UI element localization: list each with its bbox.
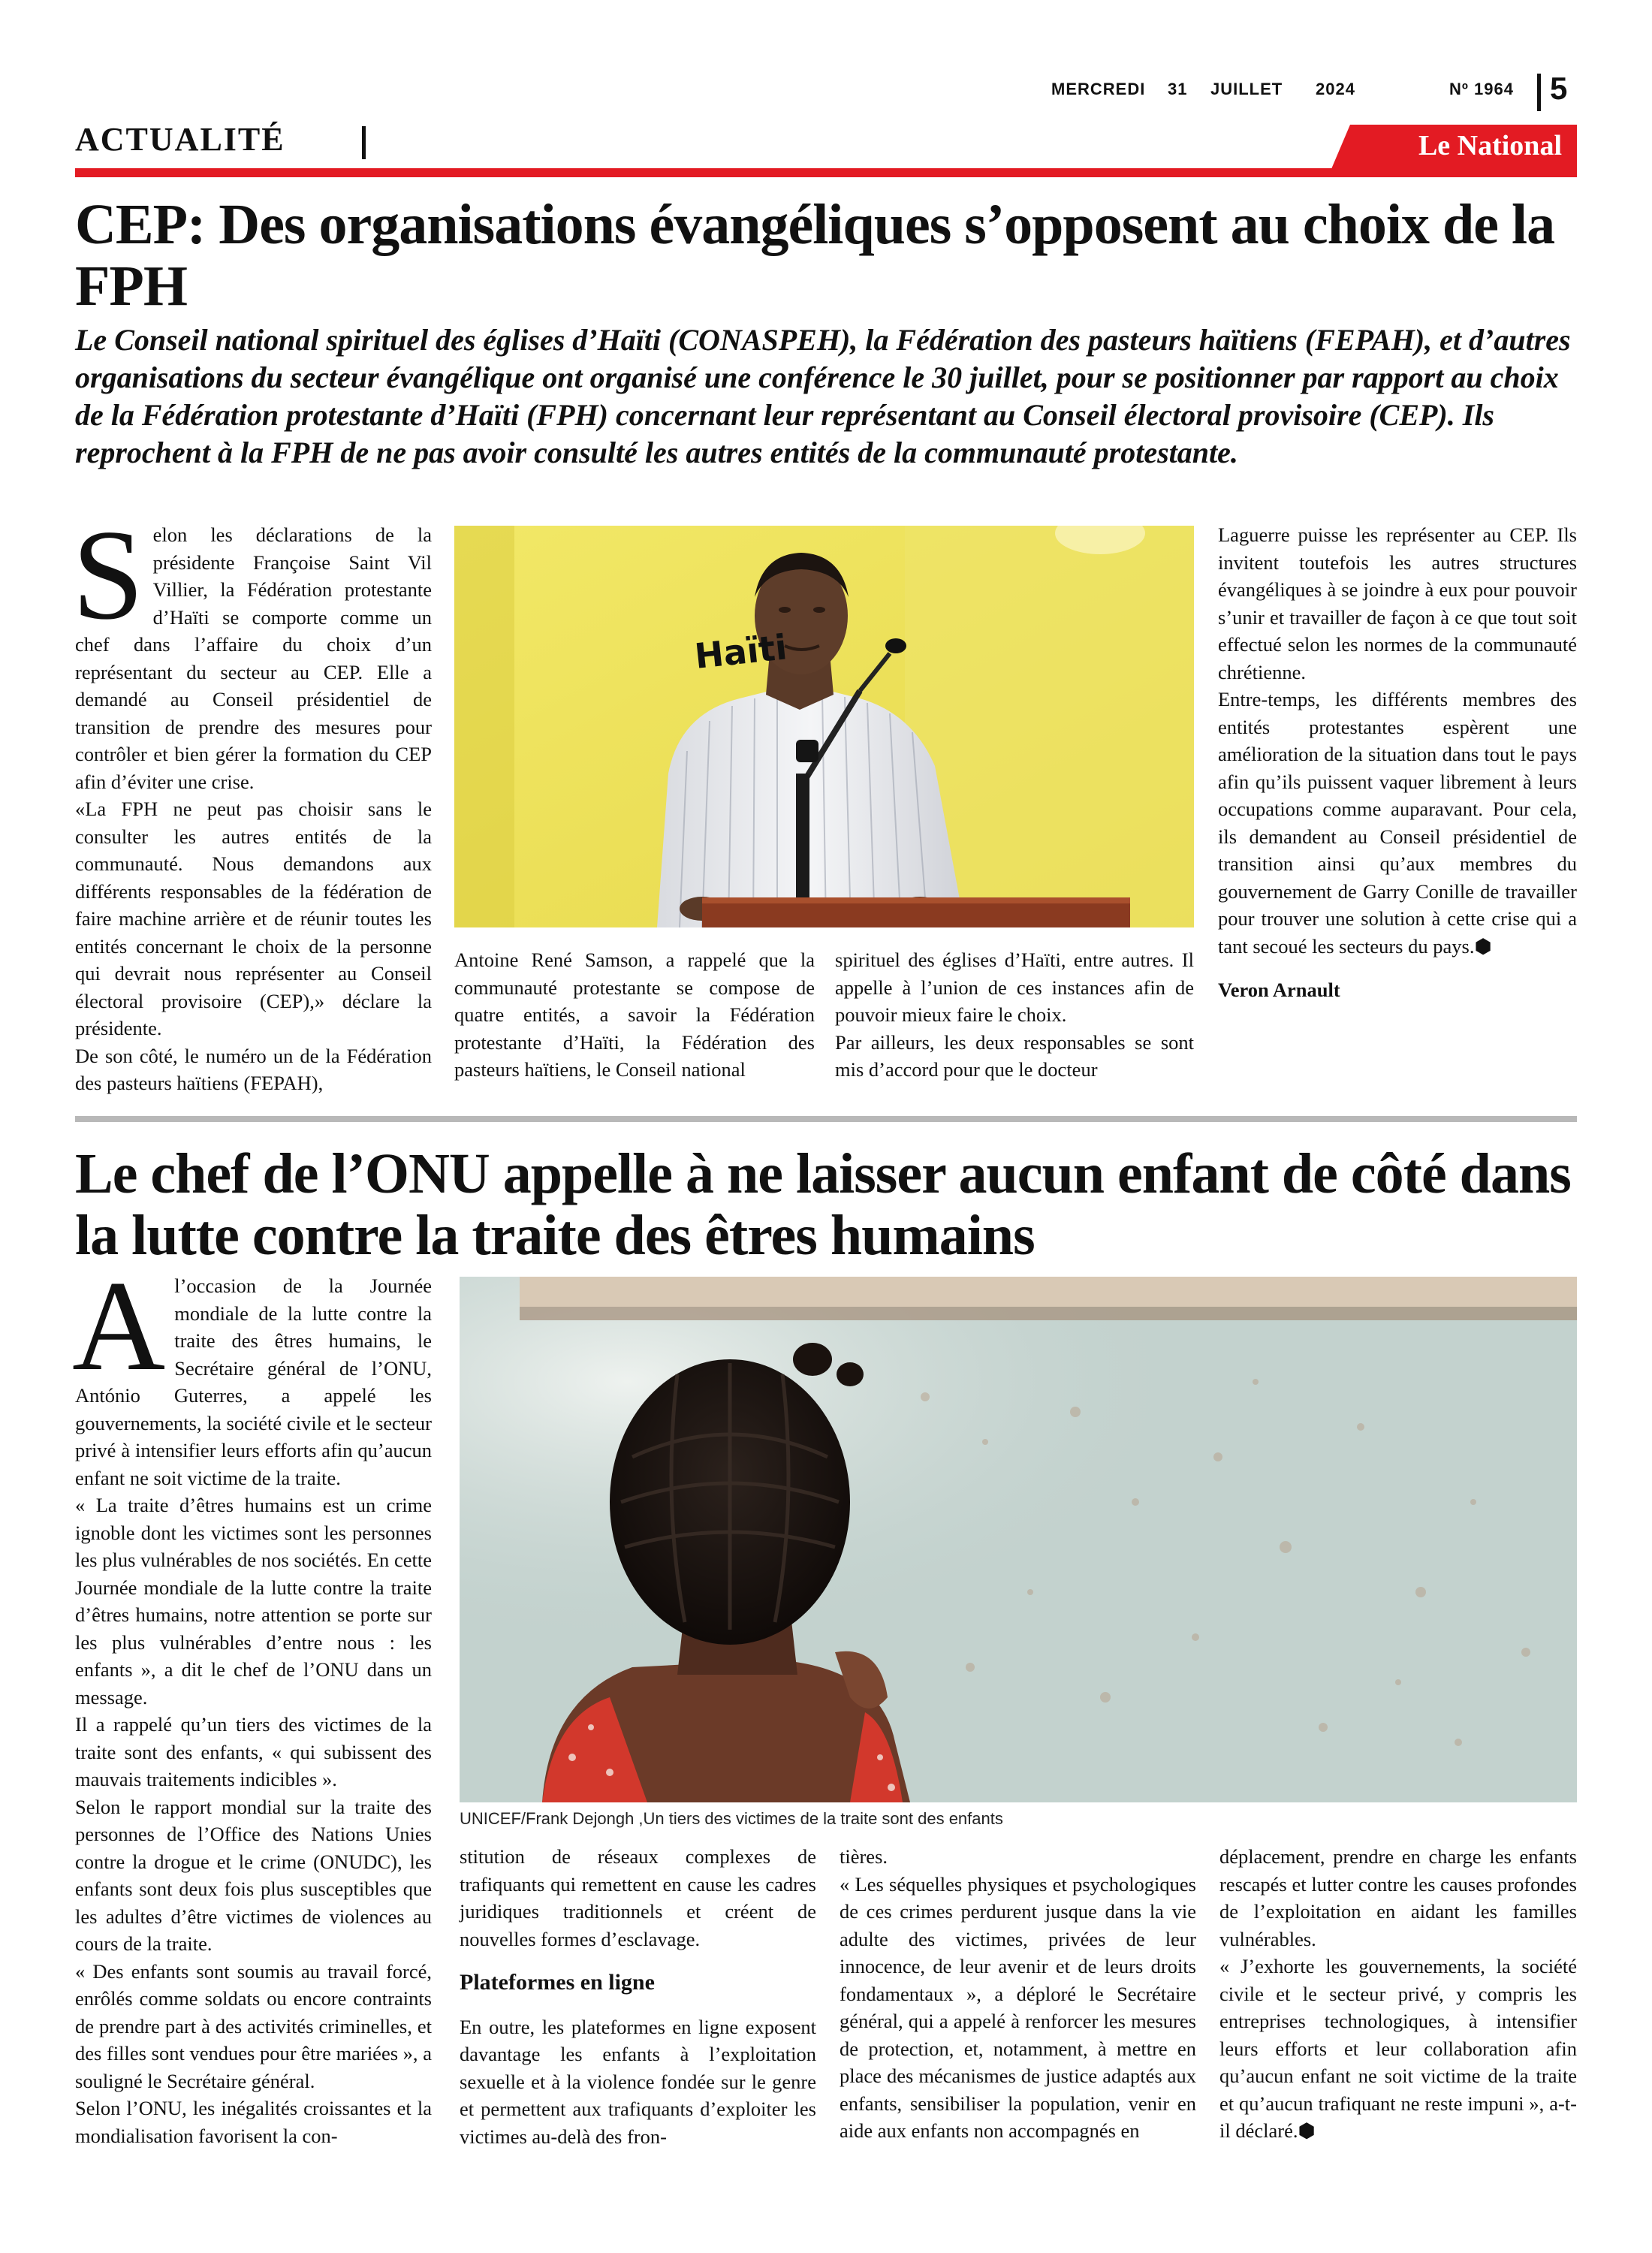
section-divider	[362, 126, 366, 159]
date-number: 31	[1168, 80, 1188, 98]
end-mark-icon: ⬢	[1474, 934, 1492, 958]
article1-column-3	[835, 946, 1194, 1084]
article1-column-1	[72, 504, 432, 1097]
date-day: MERCREDI	[1051, 80, 1146, 98]
article2-col1-paragraph: Il a rappelé qu’un tiers des victimes de la traite sont des enfants, « qui subissent des mauvais traitements indicibles ».	[75, 1713, 432, 1790]
article1-col1-paragraph: elon les déclarations de la présidente Françoise Saint Vil Villier, la Fédération protestante d’Haïti se comporte comme un chef dans l’affaire du choix d’un représentant du secteur au CEP. Elle a demandé au Conseil présidentiel de transition de prendre des mesures pour contrôler et bien gérer la formation du CEP afin d’éviter une crise.	[75, 523, 432, 793]
article2-subheading: Plateformes en ligne	[460, 1970, 655, 1995]
article2-col2-paragraph: En outre, les plateformes en ligne exposent davantage les enfants à l’exploitation sexuelle et à la violence fondée sur le genre et permettent aux trafiquants d’exploiter les victimes au-delà des fron-	[460, 2015, 816, 2148]
article2-col1-paragraph: « Des enfants sont soumis au travail forcé, enrôlés comme soldats ou encore contraints de prendre part à des activités criminelles, et des filles sont vendues pour être mariées », a souligné le Secrétaire général.	[75, 1959, 432, 2092]
issue-number: Nº 1964	[1449, 80, 1514, 98]
article2-column-2	[460, 1843, 816, 2150]
article1-col4-paragraph: Laguerre puisse les représenter au CEP. Ils invitent toutefois les autres structures évangéliques à se joindre à eux pour pouvoir s’unir et travailler de façon à ce que tout soit effectué selon les normes de la communauté chrétienne.	[1218, 523, 1577, 683]
wall-sign-text: Haïti	[692, 626, 789, 677]
article2-column-1	[72, 1255, 432, 2149]
article2-headline: Le chef de l’ONU appelle à ne laisser aucun enfant de côté dans la lutte contre la traite des êtres humains	[75, 1142, 1571, 1267]
article2-col1-paragraph: Selon l’ONU, les inégalités croissantes et la mondialisation favorisent la con-	[75, 2097, 432, 2147]
article1-column-2	[454, 946, 815, 1084]
article-divider	[75, 1116, 1577, 1122]
article2-col1-paragraph: l’occasion de la Journée mondiale de la lutte contre la traite des êtres humains, le Secrétaire général de l’ONU, António Guterres, a appelé les gouvernements, la société civile et le secteur privé à intensifier leurs efforts afin qu’aucun enfant ne soit victime de la traite.	[75, 1274, 432, 1489]
speaker-photo	[454, 526, 1194, 927]
child-photo	[460, 1277, 1577, 1802]
header-rule	[75, 168, 1577, 177]
end-mark-icon: ⬢	[1298, 2119, 1316, 2142]
article1-column-4	[1218, 521, 1577, 1004]
article2-col4-paragraph: déplacement, prendre en charge les enfants rescapés et lutter contre les causes profondes de l’exploitation en aidant les familles vulnérables.	[1219, 1845, 1577, 1950]
article1-col3-paragraph: spirituel des églises d’Haïti, entre autres. Il appelle à l’union de ces instances afin de pouvoir mieux faire le choix.	[835, 949, 1194, 1026]
article1-col4-paragraph: Entre-temps, les différents membres des entités protestantes espèrent une amélioration de la situation dans tout le pays afin qu’ils puissent vaquer librement à leurs occupations comme auparavant. Pour cela, ils demandent au Conseil présidentiel de transition ainsi qu’aux membres du gouvernement de Garry Conille de travailler pour trouver une solution à cette crise qui a tant secoué les secteurs du pays.⬢	[1218, 688, 1577, 958]
article1-photo	[454, 526, 1194, 927]
brand-name: Le National	[1418, 130, 1562, 161]
article1-lede: Le Conseil national spirituel des églises d’Haïti (CONASPEH), la Fédération des pasteurs haïtiens (FEPAH), et d’autres organisations du secteur évangélique ont organisé une conférence le 30 juillet, pour se positionner par rapport au choix de la Fédération protestante d’Haïti (FPH) concernant leur représentant au Conseil électoral provisoire (CEP). Ils reprochent à la FPH de ne pas avoir consulté les autres entités de la communauté protestante.	[75, 323, 1571, 469]
article2-col3-paragraph: « Les séquelles physiques et psychologiques de ces crimes perdurent jusque dans la vie adulte des victimes, privées de leur innocence, de leur avenir et de leurs droits fondamentaux », a déploré le Secrétaire général, qui a appelé à renforcer les mesures de protection, et, notamment, à mettre en place des mécanismes de justice adaptés aux enfants, sensibiliser la population, venir en aide aux enfants non accompagnés en	[840, 1872, 1196, 2142]
date-month: JUILLET	[1210, 80, 1283, 98]
article1-author: Veron Arnault	[1218, 979, 1340, 1001]
article2-col1-paragraph: « La traite d’êtres humains est un crime ignoble dont les victimes sont les personnes les plus vulnérables de nos sociétés. En cette Journée mondiale de la lutte contre la traite d’êtres humains, notre attention se porte sur les plus vulnérables d’entre nous : les enfants », a dit le chef de l’ONU dans un message.	[75, 1494, 432, 1709]
article2-col3-paragraph: tières.	[840, 1845, 888, 1868]
article2-column-3	[840, 1843, 1196, 2145]
article1-col2-paragraph: Antoine René Samson, a rappelé que la communauté protestante se compose de quatre entités, a savoir la Fédération protestante d’Haïti, la Fédération des pasteurs haïtiens, le Conseil national	[454, 949, 815, 1081]
article1-col3-paragraph: Par ailleurs, les deux responsables se sont mis d’accord pour que le docteur	[835, 1030, 1194, 1081]
date-year: 2024	[1316, 80, 1355, 98]
article1-dropcap: S	[72, 504, 144, 647]
article2-col2-paragraph: stitution de réseaux complexes de trafiquants qui remettent en cause les cadres juridiques traditionnels et créent de nouvelles formes d’esclavage.	[460, 1845, 816, 1950]
article2-dropcap: A	[72, 1255, 166, 1398]
article2-photo-caption: UNICEF/Frank Dejongh ,Un tiers des victimes de la traite sont des enfants	[460, 1809, 1003, 1828]
article1-col1-paragraph: «La FPH ne peut pas choisir sans le consulter les autres entités de la communauté. Nous demandons aux différents responsables de la fédération de faire machine arrière et de réunir toutes les entités concernant le choix de la personne qui devrait nous représenter au Conseil électoral provisoire (CEP),» déclare la présidente.	[75, 798, 432, 1039]
article1-col1-paragraph: De son côté, le numéro un de la Fédération des pasteurs haïtiens (FEPAH),	[75, 1044, 432, 1094]
article1-headline: CEP: Des organisations évangéliques s’opposent au choix de la FPH	[75, 193, 1555, 318]
article2-col1-paragraph: Selon le rapport mondial sur la traite des personnes de l’Office des Nations Unies contre la drogue et le crime (ONUDC), les enfants sont deux fois plus susceptibles que les adultes d’être victimes de violences au cours de la traite.	[75, 1795, 432, 1955]
article2-col4-paragraph: « J’exhorte les gouvernements, la société civile et le secteur privé, y compris les entreprises technologiques, à intensifier leurs efforts et leur collaboration afin qu’aucun enfant ne soit victime de la traite et qu’aucun trafiquant ne reste impuni », a-t-il déclaré.⬢	[1219, 1955, 1577, 2142]
section-label: ACTUALITÉ	[75, 121, 285, 158]
article2-column-4	[1219, 1843, 1577, 2145]
page-divider	[1537, 74, 1541, 111]
article2-photo	[460, 1277, 1577, 1802]
page-number: 5	[1550, 71, 1568, 106]
